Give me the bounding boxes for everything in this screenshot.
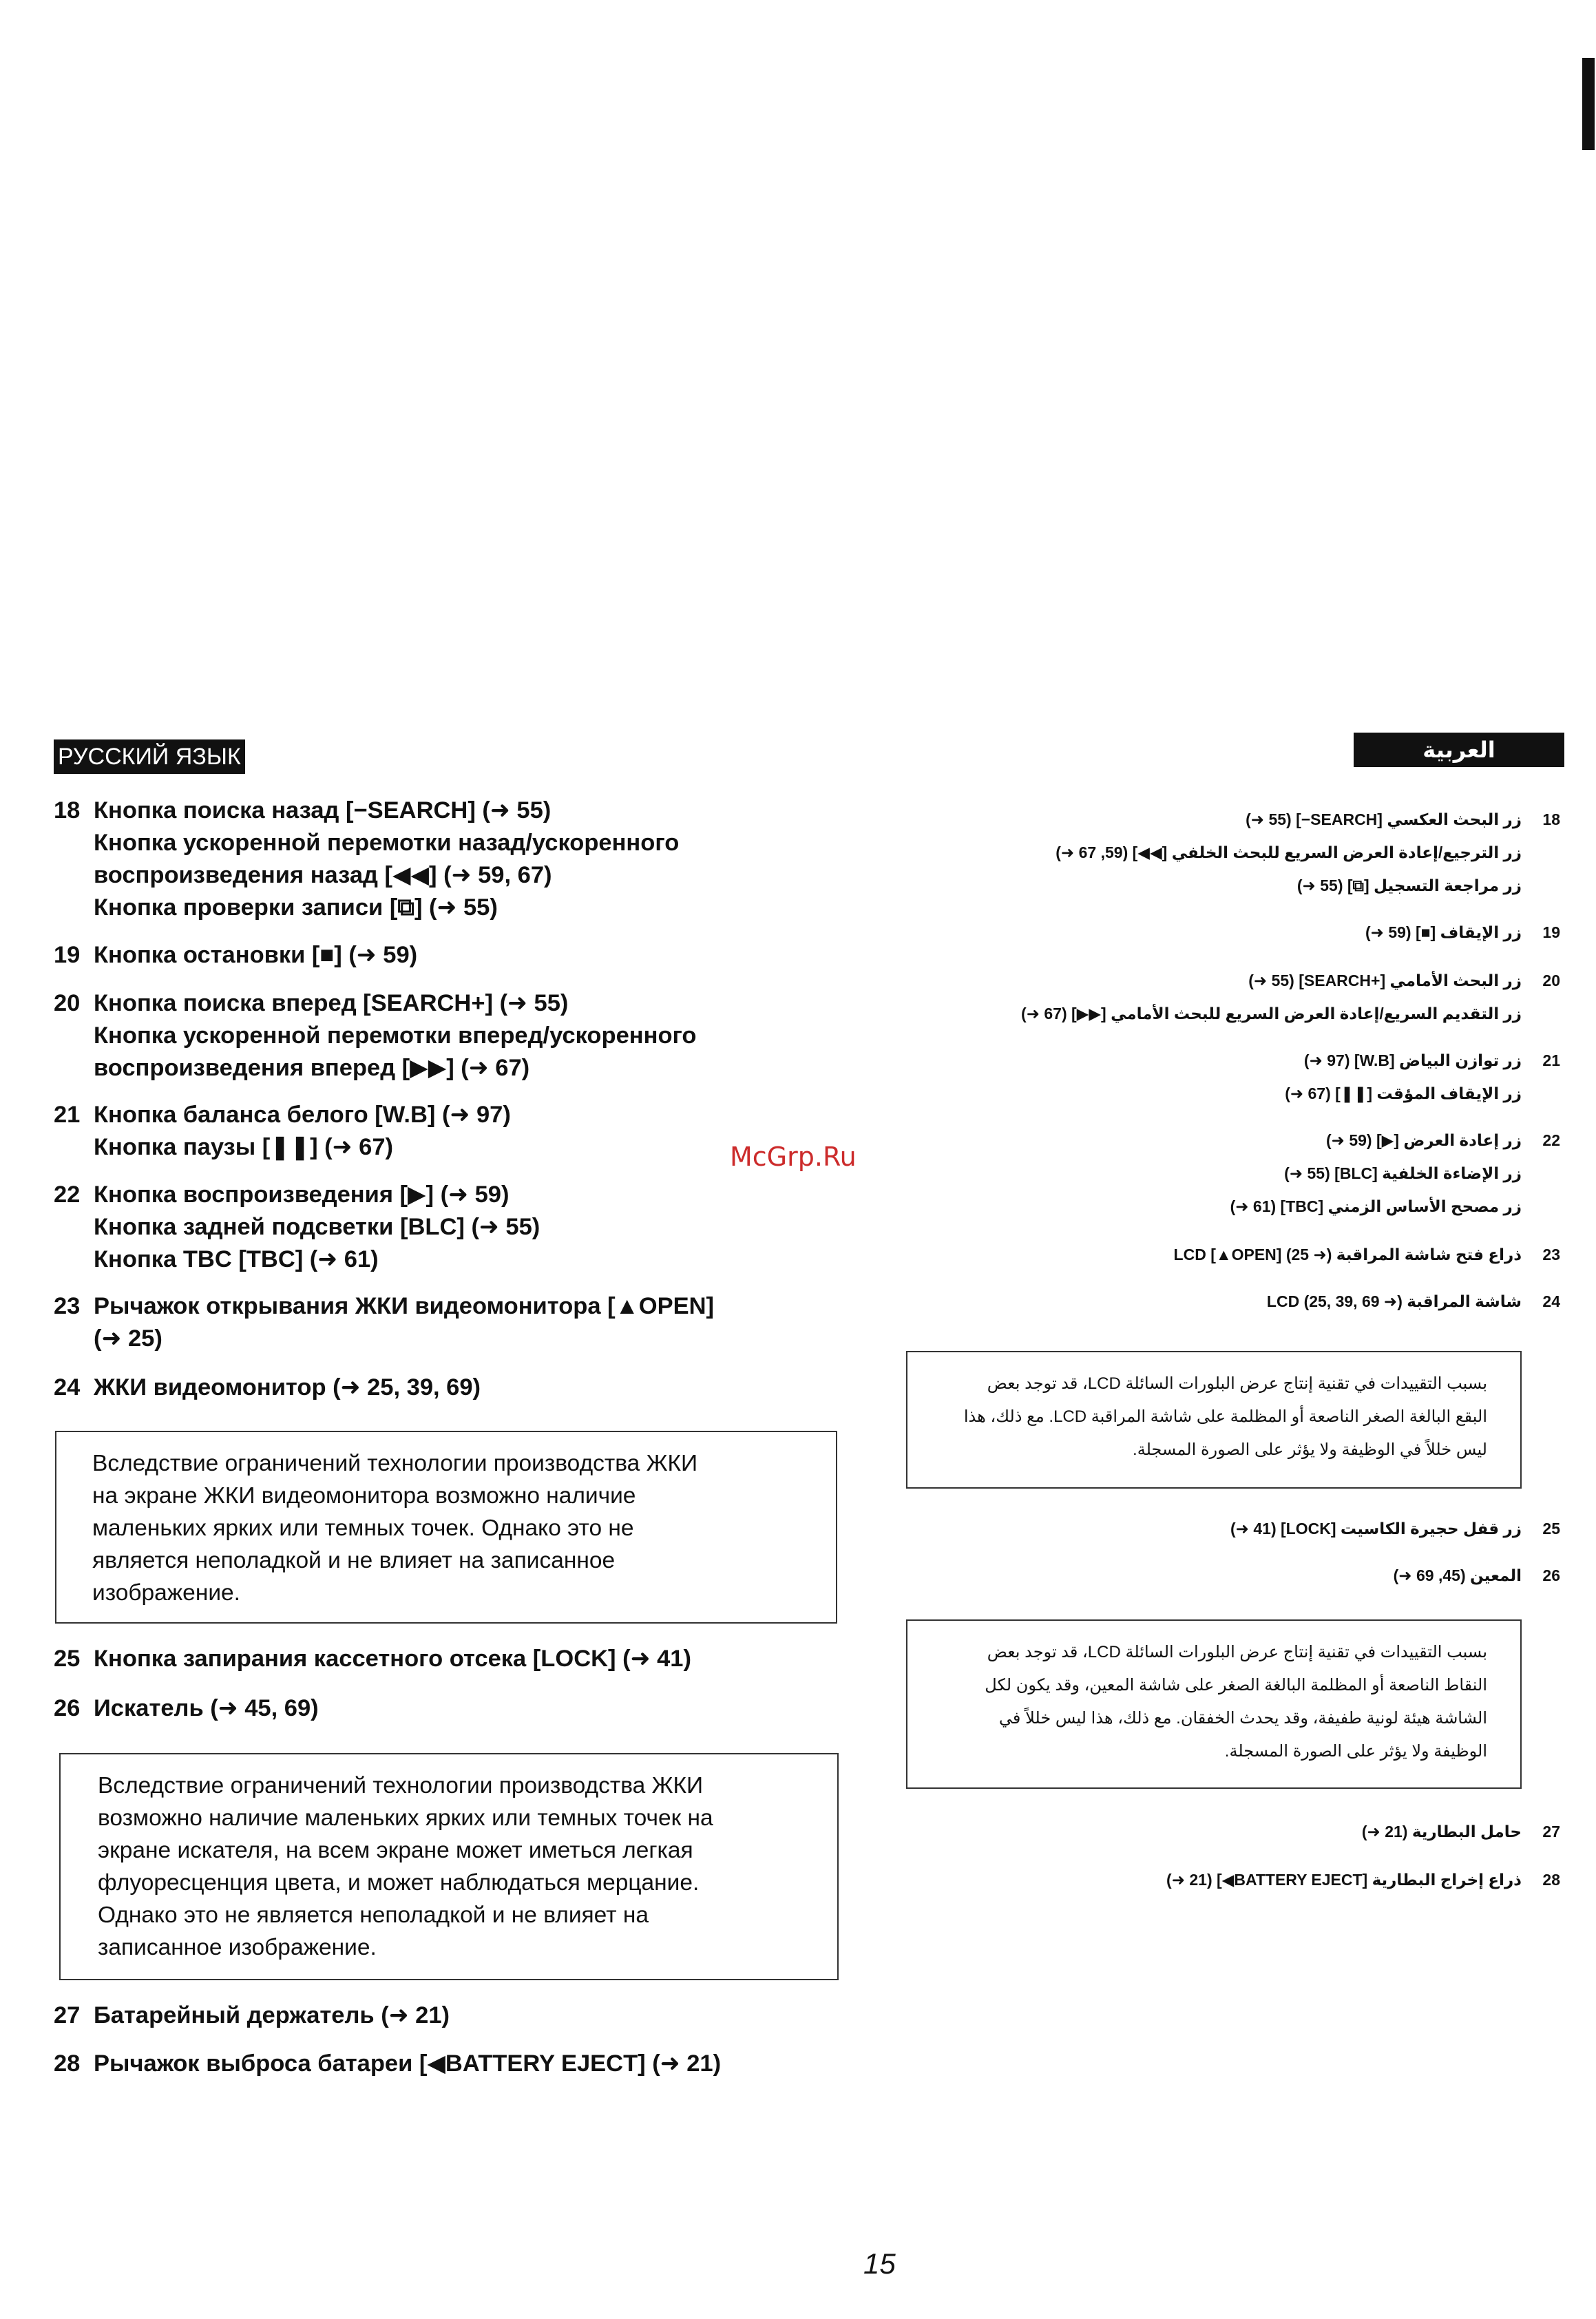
- item-number: 28: [54, 2050, 81, 2077]
- note-line: النقاط الناصعة أو المظلمة البالغة الصغر على شاشة المعين، وقد يكون لكل: [985, 1676, 1487, 1694]
- item-line: زر البحث الأمامي [+SEARCH] (55 ➜): [1248, 972, 1522, 989]
- item-line: Рычажок открывания ЖКИ видеомонитора [▲OPEN]: [94, 1293, 715, 1319]
- note-line: возможно наличие маленьких ярких или темных точек на: [98, 1805, 713, 1831]
- item-line: Батарейный держатель (➜ 21): [94, 2002, 450, 2028]
- ru-item-27: [54, 2000, 852, 2032]
- item-number: 24: [54, 1374, 81, 1400]
- item-line: Кнопка поиска назад [−SEARCH] (➜ 55): [94, 797, 552, 823]
- ar-item-23: [895, 1238, 1560, 1271]
- ru-item-22: [54, 1179, 852, 1276]
- item-number: 22: [1542, 1131, 1560, 1149]
- note-line: Вследствие ограничений технологии производства ЖКИ: [98, 1773, 704, 1798]
- ru-item-24: [54, 1372, 852, 1404]
- item-line: Кнопка задней подсветки [BLC] (➜ 55): [94, 1214, 540, 1240]
- note-line: маленьких ярких или темных точек. Однако это не: [92, 1515, 634, 1541]
- ru-lcd-note-box: [55, 1431, 837, 1624]
- page-edge-tab-mark: [1582, 58, 1595, 150]
- item-line: زر الإضاءة الخلفية [BLC] (55 ➜): [1284, 1164, 1522, 1182]
- item-line: زر مصحح الأساس الزمني [TBC] (61 ➜): [1230, 1197, 1522, 1215]
- note-line: записанное изображение.: [98, 1935, 377, 1960]
- note-line: изображение.: [92, 1580, 240, 1606]
- ar-item-21: [895, 1044, 1560, 1110]
- item-line: زر توازن البياض [W.B] (97 ➜): [1303, 1051, 1522, 1069]
- note-line: بسبب التقييدات في تقنية إنتاج عرض البلورات السائلة LCD، قد توجد بعض: [987, 1374, 1487, 1393]
- ar-item-25: [895, 1512, 1560, 1545]
- item-line: زر الترجيع/إعادة العرض السريع للبحث الخلفي [◀◀] (59, 67 ➜): [1056, 843, 1522, 861]
- item-number: 20: [54, 990, 81, 1016]
- item-number: 24: [1542, 1292, 1560, 1310]
- item-number: 21: [1542, 1051, 1560, 1069]
- item-line: Рычажок выброса батареи [◀BATTERY EJECT] (➜ 21): [94, 2050, 722, 2077]
- item-number: 28: [1542, 1871, 1560, 1889]
- item-line: Кнопка проверки записи [⧉] (➜ 55): [94, 894, 498, 921]
- ru-item-23: [54, 1290, 852, 1355]
- note-line: الشاشة هيئة لونية طفيفة، وقد يحدث الخفقان. مع ذلك، هذا ليس خللاً في: [998, 1709, 1487, 1728]
- ru-item-20: [54, 987, 852, 1084]
- item-line: زر قفل حجيرة الكاسيت [LOCK] (41 ➜): [1230, 1520, 1522, 1538]
- item-line: Кнопка паузы [❚❚] (➜ 67): [94, 1134, 394, 1160]
- note-line: на экране ЖКИ видеомонитора возможно наличие: [92, 1483, 636, 1509]
- item-line: воспроизведения назад [◀◀] (➜ 59, 67): [94, 862, 552, 888]
- ru-item-28: [54, 2048, 852, 2080]
- note-line: экране искателя, на всем экране может иметься легкая: [98, 1838, 693, 1863]
- item-line: زر مراجعة التسجيل [⧉] (55 ➜): [1296, 877, 1522, 894]
- ar-item-19: [895, 916, 1560, 949]
- note-line: Вследствие ограничений технологии производства ЖКИ: [92, 1451, 698, 1476]
- item-number: 26: [54, 1695, 81, 1721]
- item-line: Кнопка воспроизведения [▶] (➜ 59): [94, 1182, 510, 1208]
- item-line: ЖКИ видеомонитор (➜ 25, 39, 69): [94, 1374, 481, 1400]
- item-number: 21: [54, 1102, 81, 1128]
- note-line: الوظيفة ولا يؤثر على الصورة المسجلة.: [1224, 1742, 1487, 1761]
- ar-item-27: [895, 1815, 1560, 1848]
- item-number: 27: [1542, 1823, 1560, 1840]
- ru-item-19: [54, 939, 852, 972]
- item-number: 26: [1542, 1566, 1560, 1584]
- ru-item-18: [54, 795, 852, 924]
- ar-item-24: [895, 1285, 1560, 1318]
- item-line: زر التقديم السريع/إعادة العرض السريع للبحث الأمامي [▶▶] (67 ➜): [1021, 1005, 1522, 1022]
- ru-item-26: [54, 1692, 852, 1725]
- note-line: ليس خللاً في الوظيفة ولا يؤثر على الصورة المسجلة.: [1133, 1440, 1487, 1459]
- item-line: زر البحث العكسي [SEARCH−] (55 ➜): [1246, 810, 1522, 828]
- item-number: 23: [1542, 1246, 1560, 1263]
- note-line: البقع البالغة الصغر الناصعة أو المظلمة على شاشة المراقبة LCD. مع ذلك، هذا: [963, 1407, 1487, 1426]
- ar-viewfinder-note-box: [906, 1619, 1522, 1789]
- item-number: 18: [54, 797, 81, 823]
- note-line: является неполадкой и не влияет на записанное: [92, 1548, 616, 1573]
- note-line: بسبب التقييدات في تقنية إنتاج عرض البلورات السائلة LCD، قد توجد بعض: [987, 1643, 1487, 1661]
- note-line: флуоресценция цвета, и может наблюдаться мерцание.: [98, 1870, 700, 1896]
- item-line: Кнопка запирания кассетного отсека [LOCK] (➜ 41): [94, 1646, 691, 1672]
- item-line: Искатель (➜ 45, 69): [94, 1695, 319, 1721]
- ru-viewfinder-note-box: [59, 1753, 839, 1980]
- ar-item-20: [895, 964, 1560, 1030]
- item-line: شاشة المراقبة LCD (25, 39, 69 ➜): [1266, 1292, 1522, 1310]
- arabic-language-tag: العربية: [1354, 733, 1564, 767]
- item-line: ذراع إخراج البطارية [BATTERY EJECT◀] (21 ➜): [1166, 1871, 1522, 1889]
- item-number: 18: [1542, 810, 1560, 828]
- watermark-text: McGrp.Ru: [730, 1142, 857, 1172]
- item-line: воспроизведения вперед [▶▶] (➜ 67): [94, 1055, 530, 1081]
- item-number: 25: [1542, 1520, 1560, 1538]
- item-line: Кнопка ускоренной перемотки назад/ускоренного: [94, 830, 680, 856]
- item-line: Кнопка остановки [■] (➜ 59): [94, 942, 418, 968]
- ar-item-22: [895, 1124, 1560, 1223]
- item-line: ذراع فتح شاشة المراقبة LCD [▲OPEN] (25 ➜): [1173, 1246, 1522, 1263]
- item-number: 19: [1542, 923, 1560, 941]
- item-line: حامل البطارية (21 ➜): [1361, 1823, 1522, 1840]
- ru-item-25: [54, 1643, 852, 1675]
- item-line: Кнопка баланса белого [W.B] (➜ 97): [94, 1102, 511, 1128]
- item-line: زر الإيقاف [■] (59 ➜): [1365, 923, 1522, 941]
- item-line: Кнопка ускоренной перемотки вперед/ускоренного: [94, 1022, 697, 1049]
- item-number: 27: [54, 2002, 81, 2028]
- ar-item-26: [895, 1559, 1560, 1592]
- item-line: زر الإيقاف المؤقت [❚❚] (67 ➜): [1285, 1084, 1522, 1102]
- ar-item-18: [895, 803, 1560, 902]
- item-number: 25: [54, 1646, 81, 1672]
- item-line: (➜ 25): [94, 1325, 162, 1352]
- russian-language-tag: РУССКИЙ ЯЗЫК: [54, 739, 245, 774]
- item-line: زر إعادة العرض [▶] (59 ➜): [1326, 1131, 1522, 1149]
- item-number: 22: [54, 1182, 81, 1208]
- ar-lcd-note-box: [906, 1351, 1522, 1489]
- item-number: 20: [1542, 972, 1560, 989]
- item-line: Кнопка поиска вперед [SEARCH+] (➜ 55): [94, 990, 569, 1016]
- item-line: المعين (45, 69 ➜): [1393, 1566, 1522, 1584]
- item-number: 23: [54, 1293, 81, 1319]
- item-line: Кнопка TBC [TBC] (➜ 61): [94, 1246, 379, 1272]
- ar-item-28: [895, 1863, 1560, 1896]
- note-line: Однако это не является неполадкой и не влияет на: [98, 1902, 649, 1928]
- page-number: 15: [863, 2247, 896, 2280]
- item-number: 19: [54, 942, 81, 968]
